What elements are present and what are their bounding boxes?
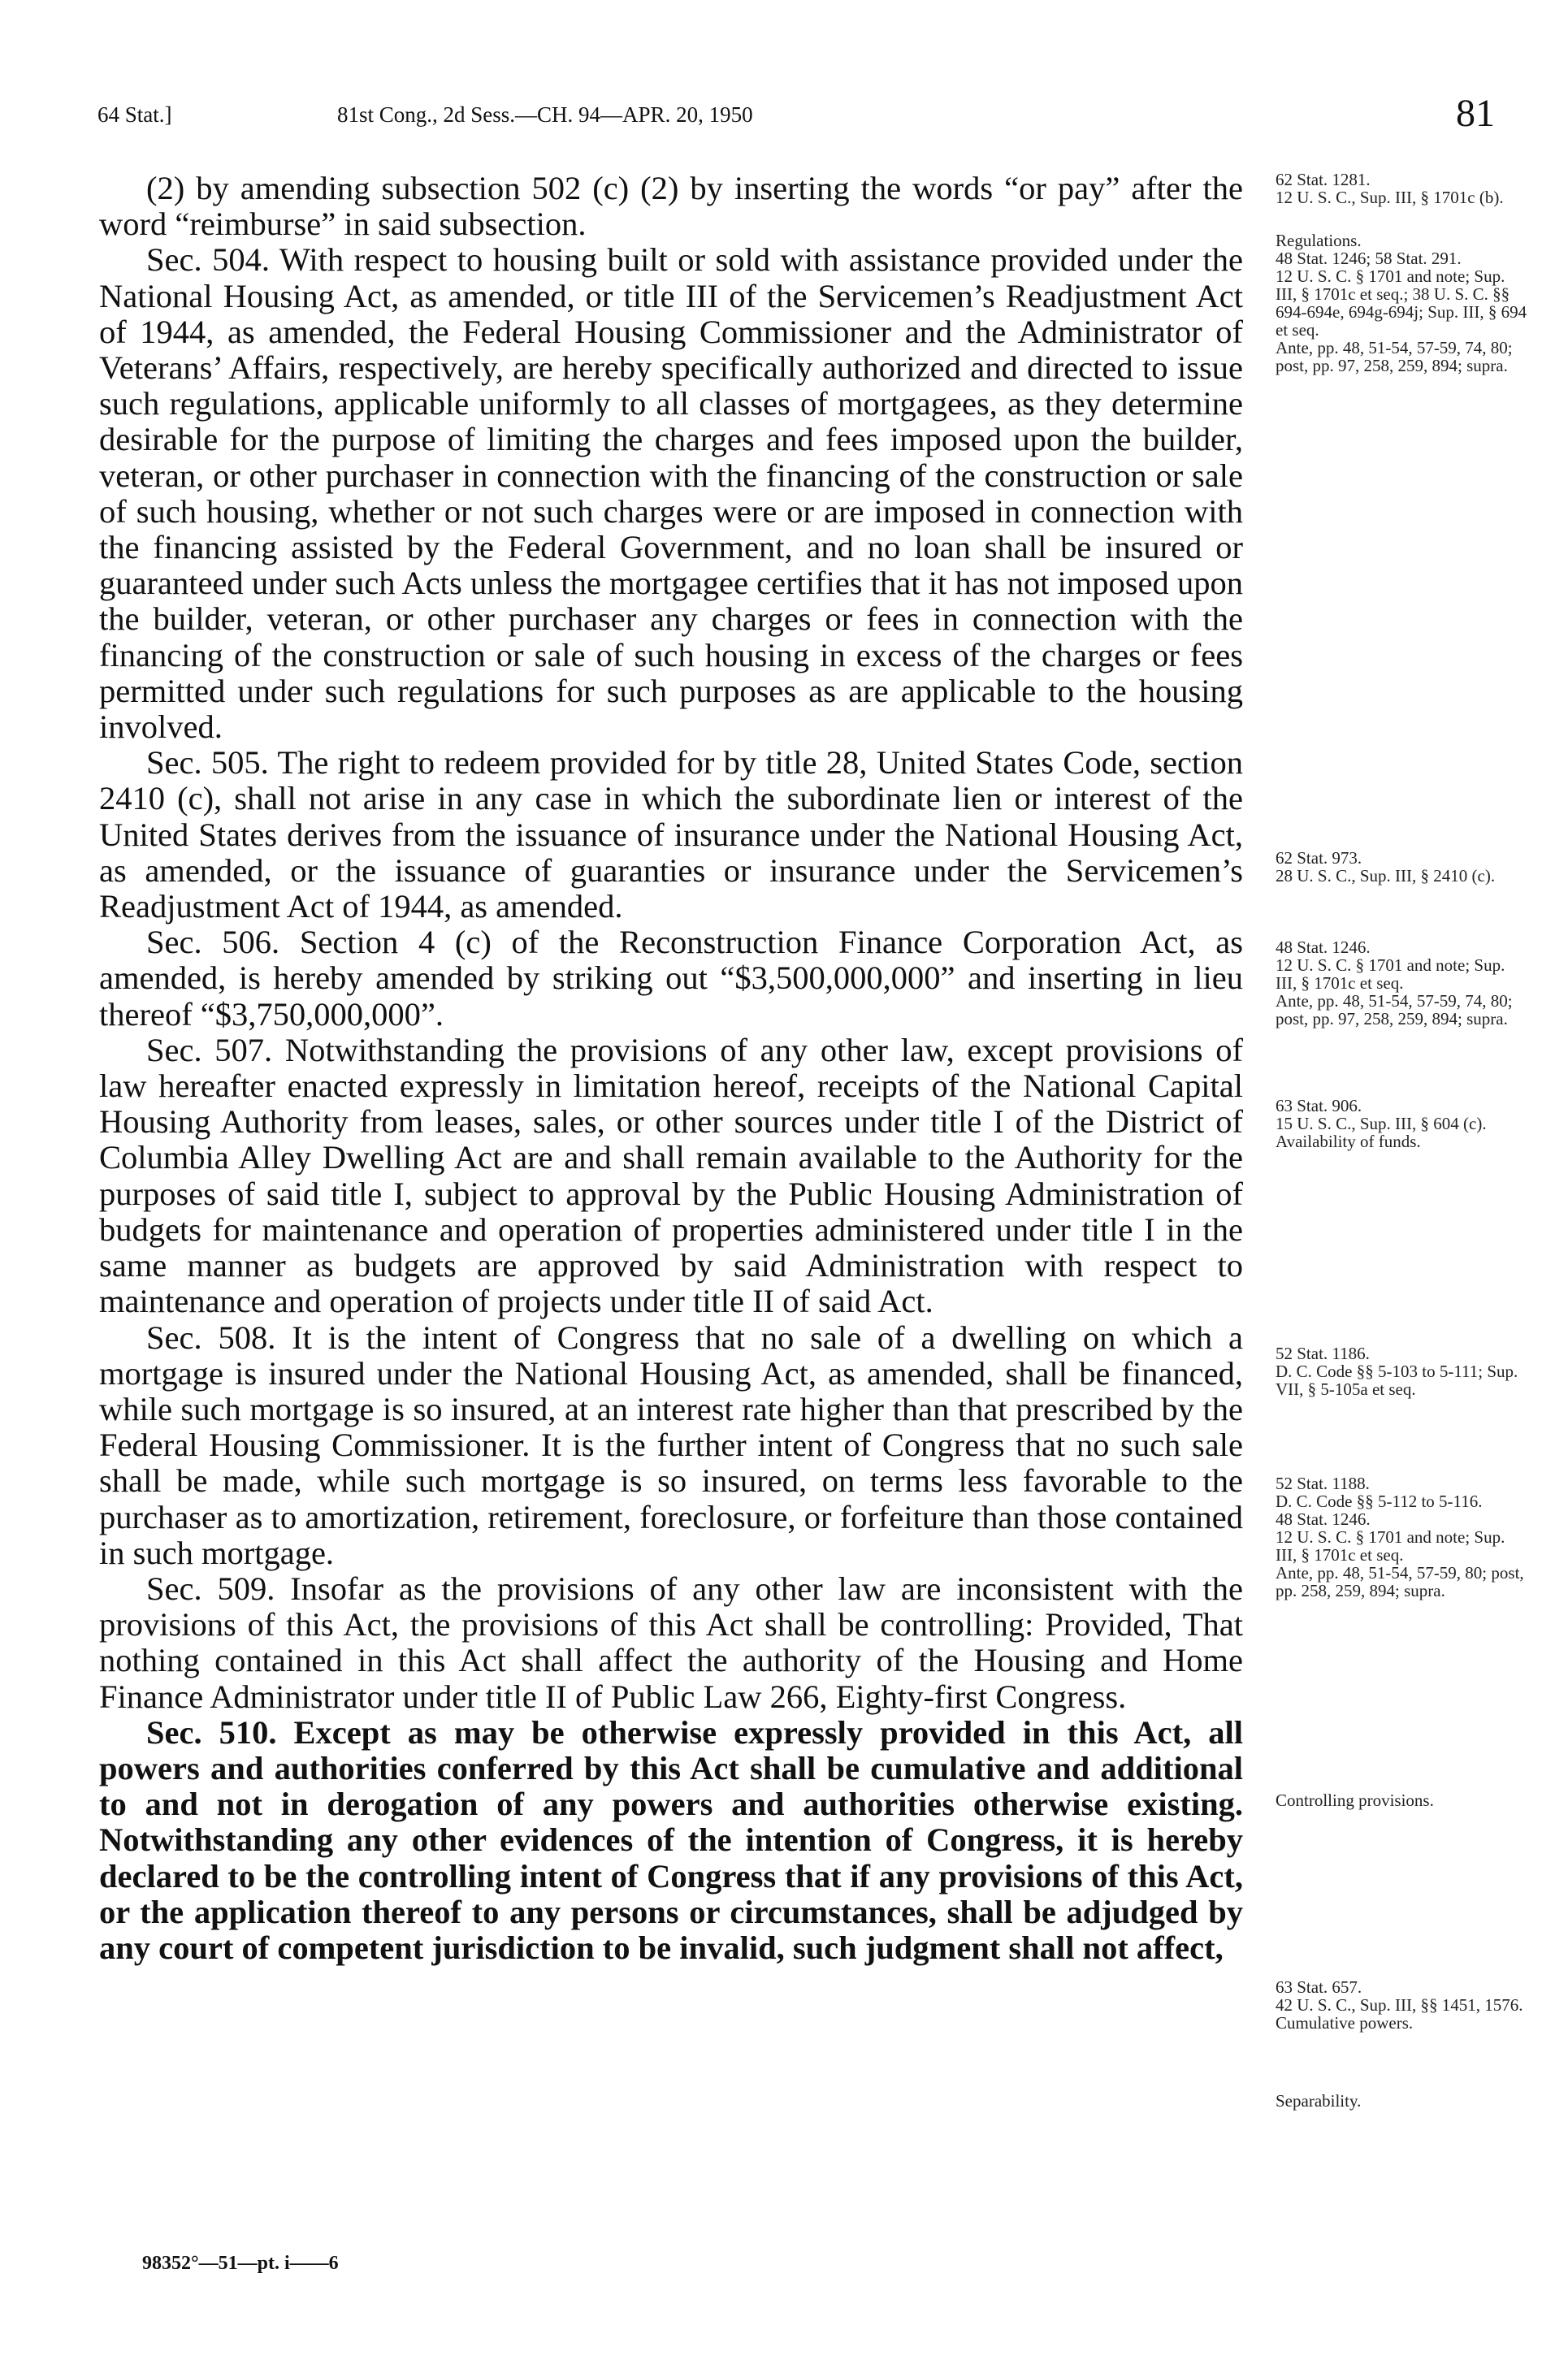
statute-body	[99, 171, 1243, 1966]
page-number: 81	[1456, 92, 1495, 135]
margin-note: Controlling provisions.	[1276, 1791, 1434, 1810]
paragraph-sec-505: Sec. 505. The right to redeem provided for by title 28, United States Code, section 2410 (c), shall not arise in any case in which the subordinate lien or interest of the United States derives from the issuance of insurance under the National Housing Act, as amended, or the issuance of guaranties or insurance under the Servicemen’s Readjustment Act of 1944, as amended.	[99, 744, 1243, 925]
paragraph-sec-507: Sec. 507. Notwithstanding the provisions of any other law, except provisions of law hereafter enacted expressly in limitation hereof, receipts of the National Capital Housing Authority from leases, sales, or other sources under title I of the District of Columbia Alley Dwelling Act are and shall remain available to the Authority for the purposes of said title I, subject to approval by the Public Housing Administration of budgets for maintenance and operation of properties administered under title I in the same manner as budgets are approved by said Administration with respect to maintenance and operation of projects under title II of said Act.	[99, 1031, 1243, 1320]
margin-note: 48 Stat. 1246. 12 U. S. C. § 1701 and note; Sup. III, § 1701c et seq. Ante, pp. 48, 51-54, 57-59, 74, 80; post, pp. 97, 258, 259, 894; supra.	[1276, 938, 1513, 1028]
paragraph-sec-508: Sec. 508. It is the intent of Congress that no sale of a dwelling on which a mortgage is insured under the National Housing Act, as amended, shall be financed, while such mortgage is so insured, at an interest rate higher than that prescribed by the Federal Housing Commissioner. It is the further intent of Congress that no such sale shall be made, while such mortgage is so insured, on terms less favorable to the purchaser as to amortization, retirement, foreclosure, or forfeiture than those contained in such mortgage.	[99, 1319, 1243, 1571]
paragraph-sec-506: Sec. 506. Section 4 (c) of the Reconstruction Finance Corporation Act, as amended, is hereby amended by striking out “$3,500,000,000” and inserting in lieu thereof “$3,750,000,000”.	[99, 924, 1243, 1033]
margin-note: Separability.	[1276, 2091, 1362, 2111]
margin-note: 63 Stat. 657. 42 U. S. C., Sup. III, §§ 1451, 1576. Cumulative powers.	[1276, 1977, 1523, 2033]
margin-note: Regulations. 48 Stat. 1246; 58 Stat. 291. 12 U. S. C. § 1701 and note; Sup. III, § 1701c et seq.; 38 U. S. C. §§ 694-694e, 694g-694j; Sup. III, § 694 et seq. Ante, pp. 48, 51-54, 57-59, 74, 80; post, pp. 97, 258, 259, 894; supra.	[1276, 231, 1527, 375]
paragraph-sec-504: Sec. 504. With respect to housing built or sold with assistance provided under the National Housing Act, as amended, or title III of the Servicemen’s Readjustment Act of 1944, as amended, the Federal Housing Commissioner and the Administrator of Veterans’ Affairs, respectively, are hereby specifically authorized and directed to issue such regulations, applicable uniformly to all classes of mortgagees, as they determine desirable for the purpose of limiting the charges and fees imposed upon the builder, veteran, or other purchaser in connection with the financing of the construction or sale of such housing, whether or not such charges were or are imposed in connection with the financing assisted by the Federal Government, and no loan shall be insured or guaranteed under such Acts unless the mortgagee certifies that it has not imposed upon the builder, veteran, or other purchaser any charges or fees in connection with the financing of the construction or sale of such housing in excess of the charges or fees permitted under such regulations for such purposes as are applicable to the housing involved.	[99, 241, 1243, 746]
paragraph-sec-509: Sec. 509. Insofar as the provisions of any other law are inconsistent with the provisions of this Act, the provisions of this Act shall be controlling: Provided, That nothing contained in this Act shall affect the authority of the Housing and Home Finance Administrator under title II of Public Law 266, Eighty-first Congress.	[99, 1570, 1243, 1715]
margin-note: 63 Stat. 906. 15 U. S. C., Sup. III, § 604 (c). Availability of funds.	[1276, 1096, 1487, 1151]
margin-note: 62 Stat. 973. 28 U. S. C., Sup. III, § 2410 (c).	[1276, 848, 1496, 886]
paragraph-502-amendment: (2) by amending subsection 502 (c) (2) by inserting the words “or pay” after the word “reimburse” in said subsection.	[99, 170, 1243, 243]
paragraph-sec-510: Sec. 510. Except as may be otherwise expressly provided in this Act, all powers and authorities conferred by this Act shall be cumulative and additional to and not in derogation of any powers and authorities otherwise existing. Notwithstanding any other evidences of the intention of Congress, it is hereby declared to be the controlling intent of Congress that if any provisions of this Act, or the application thereof to any persons or circumstances, shall be adjudged by any court of competent jurisdiction to be invalid, such judgment shall not affect,	[99, 1713, 1243, 1966]
page-header	[97, 91, 1495, 140]
margin-note: 62 Stat. 1281. 12 U. S. C., Sup. III, § 1701c (b).	[1276, 170, 1504, 207]
margin-note: 52 Stat. 1188. D. C. Code §§ 5-112 to 5-116. 48 Stat. 1246. 12 U. S. C. § 1701 and note; Sup. III, § 1701c et seq. Ante, pp. 48, 51-54, 57-59, 80; post, pp. 258, 259, 894; supra.	[1276, 1474, 1524, 1600]
session-chapter-date: 81st Cong., 2d Sess.—CH. 94—APR. 20, 1950	[337, 102, 753, 127]
statute-volume-ref: 64 Stat.]	[97, 102, 172, 127]
margin-note: 52 Stat. 1186. D. C. Code §§ 5-103 to 5-111; Sup. VII, § 5-105a et seq.	[1276, 1344, 1518, 1399]
print-signature: 98352°—51—pt. i——6	[142, 2253, 339, 2274]
margin-notes	[1276, 171, 1527, 2202]
